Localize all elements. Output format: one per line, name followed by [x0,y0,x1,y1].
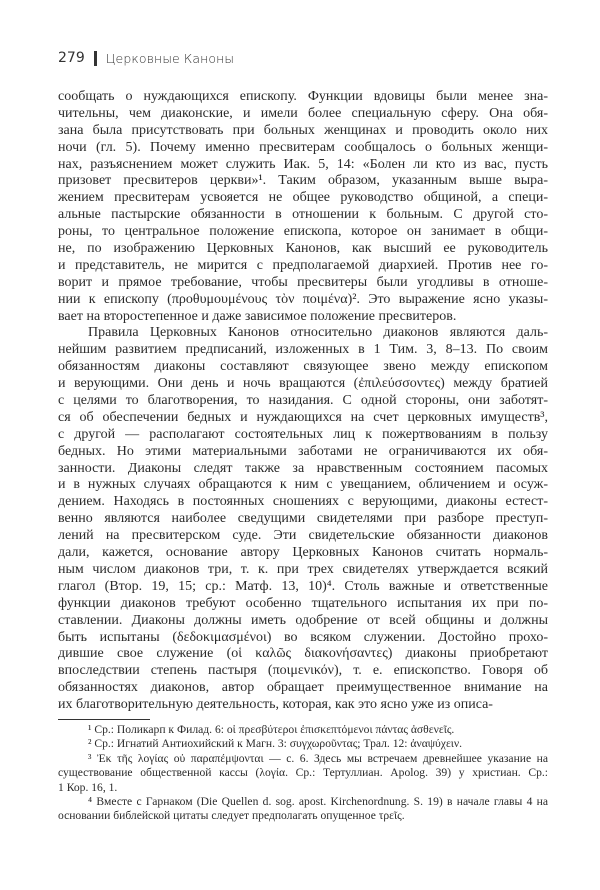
text-line: с целями то благотворения, то назидания. С одной стороны, они заботят- [58,393,548,409]
footnote-line: существование общественной кассы (λογία. Ср.: Тертуллиан. Apolog. 39) у христиан. Ср.: [58,766,548,780]
text-line: и представитель, не мирится с предполагаемой диархией. Против нее го- [58,257,548,273]
text-line: ставлении. Диаконы должны иметь одобрение от всей общины и должны [58,612,548,628]
text-line: занности. Диаконы следят также за нравственным состоянием пасомых [58,460,548,476]
text-line: вает на второстепенное и даже зависимое положение пресвитеров. [58,308,457,324]
text-line: ночи (гл. 5). Почему именно пресвитерам сообщалось о больных женщи- [58,139,548,155]
footnote-line: основании библейской цитаты следует предполагать опущенное τρεῖς. [58,809,405,823]
text-line: нах, разъяснением может служить Иак. 5, 14: «Болен ли кто из вас, пусть [58,156,548,172]
footnote-line: ¹ Ср.: Поликарп к Филад. 6: οἱ πρεσβύτεροι ἐπισκεπτόμενοι πάντας ἀσθενεῖς. [88,723,455,736]
text-line: функции диаконов требуют особенно тщательного испытания их при по- [58,595,548,611]
text-line: с другой — располагают состоятельных лиц к пожертвованиям в пользу [58,426,548,442]
text-line: венно являются наиболее сведущими свидетелями при разборе преступ- [58,511,548,527]
footnote-line: ² Ср.: Игнатий Антиохийский к Магн. 3: συγχωροῦντας; Трал. 12: ἀναψύχειν. [88,737,463,751]
text-line: и в нужных случаях обращаются к ним с увещанием, обличением и осуж- [58,477,548,493]
text-line: бедных. Но этими материальными заботами не ограничиваются их обя- [58,443,548,459]
footnote-line: ³ Ἐκ τῆς λογίας οὐ παραπέμψονται — с. 6. Здесь мы встречаем древнейшее указание на [88,751,548,765]
running-title: Церковные Каноны [105,50,235,66]
text-line: нейшим развитием предписаний, изложенных в 1 Тим. 3, 8–13. По своим [58,342,548,358]
text-line: не, по изображению Церковных Канонов, как высший ее руководитель [58,241,548,257]
text-line: лений на пресвитерском суде. Эти свидетельские обязанности диаконов [58,528,548,544]
footnote-line: ⁴ Вместе с Гарнаком (Die Quellen d. sog. apost. Kirchenordnung. S. 19) в начале главы 4 на [88,794,548,808]
header-divider [94,51,97,66]
paragraph [58,325,548,713]
page-number: 279 [58,50,85,66]
paragraph [58,89,548,325]
text-line: роны, то центральное положение епископа, которое он занимает в общи- [58,224,548,240]
main-text [58,89,548,714]
footnote [58,737,548,751]
footnote [58,795,548,824]
text-line: призовет пресвитеров церкви»¹. Таким образом, указанным выше выра- [58,173,548,189]
text-line: сообщать о нуждающихся епископу. Функции вдовицы были менее зна- [58,89,548,104]
text-line: их благотворительную деятельность, которая, как это ясно уже из описа- [58,697,493,713]
text-line: дившие свое служение (οἱ καλῶς διακονήσαντες) диаконы приобретают [58,646,548,662]
text-line: обязанностях диаконов, автор обращает преимущественное внимание на [58,680,548,696]
footnotes [58,723,548,824]
text-line: нии к епископу (προθυμουμένους τὸν ποιμένα)². Это выражение ясно указы- [58,291,548,307]
text-line: чительны, чем диаконские, и имели более специальную сферу. Она обя- [58,105,548,121]
text-line: ся об обеспечении бедных и нуждающихся на счет церковных имуществ³, [58,409,548,425]
text-line: ворит и прямое требование, чтобы пресвитеры были угодливы в отноше- [58,274,548,290]
footnote-line: 1 Кор. 16, 1. [58,780,118,794]
text-line: жением пресвитерам усвояется не общее руководство общиной, а специ- [58,190,548,206]
text-line: зана была присутствовать при больных женщинах и проводить около них [58,122,548,138]
footnote-rule [58,719,150,720]
footnote [58,723,548,737]
text-line: альные пастырские обязанности в отношении к больным. С другой сто- [58,207,548,223]
footnote [58,752,548,795]
text-line: Правила Церковных Канонов относительно диаконов являются даль- [88,325,548,341]
running-header [58,50,234,66]
text-line: быть испытаны (δεδοκιμασμένοι) во всяком служении. Достойно прохо- [58,629,548,645]
text-line: обязанностям диаконы составляют связующее звено между епископом [58,359,548,375]
text-line: ным числом диаконов три, т. к. при трех свидетелях утверждается всякий [58,561,548,577]
text-line: дали, кажется, основание автору Церковных Канонов считать нормаль- [58,545,548,561]
text-line: дением. Находясь в постоянных сношениях с верующими, диаконы естест- [58,494,548,510]
text-line: и верующими. Они день и ночь вращаются (ἐπιλεύσσοντες) между братией [58,376,548,392]
text-line: впоследствии степень пастыря (ποιμενικόν), т. е. епископство. Говоря об [58,663,548,679]
text-line: глагол (Втор. 19, 15; ср.: Матф. 13, 10)⁴. Столь важные и ответственные [58,578,548,594]
